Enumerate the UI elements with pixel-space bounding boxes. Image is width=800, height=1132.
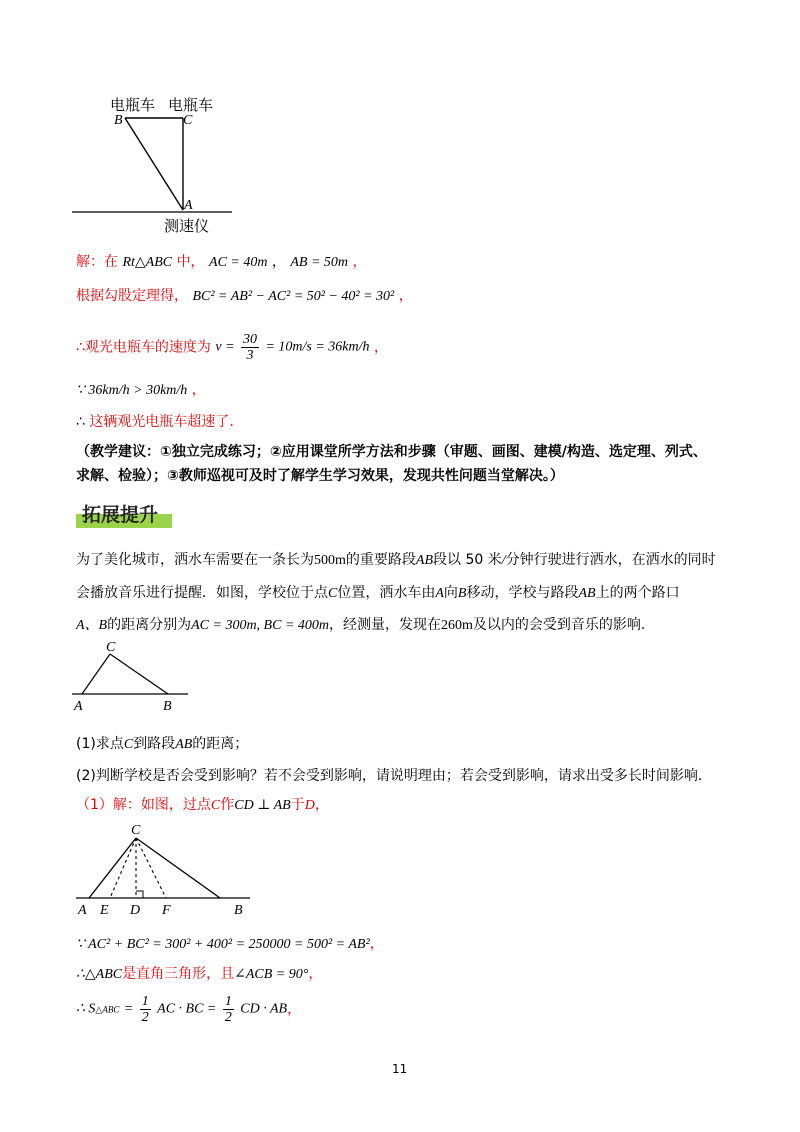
label-bike-left: 电瓶车 xyxy=(110,98,156,114)
pythagoras-text: 根据勾股定理得， xyxy=(76,288,188,304)
section-title xyxy=(76,500,159,530)
point-c: C xyxy=(123,737,134,752)
area-expression: CD · AB xyxy=(240,1001,288,1017)
fraction-denominator: 2 xyxy=(141,1010,149,1025)
calc-line-2 xyxy=(76,964,322,985)
segment-ab: AB xyxy=(175,737,193,752)
problem-text: 移动，学校与路段 xyxy=(466,585,579,601)
problem-text: ，经测量，发现在 xyxy=(329,617,442,633)
point-c-label: C xyxy=(131,823,141,838)
half-fraction-1 xyxy=(140,994,151,1025)
point-a-label: A xyxy=(74,699,83,714)
comparison: ∵ 36km/h > 30km/h xyxy=(76,383,188,398)
calc-line-1 xyxy=(76,934,384,955)
problem-line-1 xyxy=(76,550,716,571)
speed-text: ∴观光电瓶车的速度为 xyxy=(76,339,211,356)
point-d: D xyxy=(304,798,315,813)
problem-text: 位置，洒水车由 xyxy=(337,585,436,601)
point-d-label: D xyxy=(130,903,141,918)
point-f-label: F xyxy=(162,903,171,918)
comma: ， xyxy=(271,254,286,270)
school-road-figure xyxy=(70,636,195,716)
right-angle-mark xyxy=(136,891,143,898)
problem-text: 为了美化城市，洒水车需要在一条长为 xyxy=(76,552,314,568)
angle-acb: ∠ACB = 90° xyxy=(234,967,309,982)
teaching-note-line-2: 求解、检验）；③教师巡视可及时了解学生学习效果，发现共性问题当堂解决。） xyxy=(76,468,564,484)
half-fraction-2 xyxy=(223,994,234,1025)
label-speed-camera: 测速仪 xyxy=(164,219,210,235)
speed-fraction xyxy=(241,332,259,363)
ac-value: AC = 40m xyxy=(209,255,268,270)
segment-ab: AB xyxy=(415,553,433,568)
triangle-name: Rt△ABC xyxy=(122,255,173,270)
problem-text: 上的两个路口 xyxy=(595,585,680,601)
comma: ， xyxy=(352,254,367,270)
solution-line-1 xyxy=(76,252,367,273)
section-title-text: 拓展提升 xyxy=(82,504,159,526)
solution-line-2 xyxy=(76,286,413,307)
teaching-note-line-1: （教学建议：①独立完成练习；②应用课堂所学方法和步骤（审题、画图、建模/构造、选定理、列式、 xyxy=(76,444,707,460)
area-expression: AC · BC = xyxy=(157,1001,217,1017)
question-1 xyxy=(76,734,248,755)
label-bike-right: 电瓶车 xyxy=(168,98,214,114)
solution-line-4 xyxy=(76,380,206,401)
fraction-numerator: 1 xyxy=(224,994,232,1009)
road-length: 500m xyxy=(314,553,346,568)
point-b-label: B xyxy=(114,113,123,128)
problem-text: 分钟行驶进行洒水，在洒水的同时 xyxy=(505,552,716,568)
speed-result: = 10m/s = 36km/h xyxy=(265,339,370,355)
solution-line-5 xyxy=(76,412,234,432)
comma: ， xyxy=(369,936,384,952)
area-symbol: ∴ S xyxy=(76,1001,96,1017)
answer-text: 作 xyxy=(220,797,235,813)
problem-text: 向 xyxy=(443,585,458,601)
solution-mid: 中， xyxy=(176,254,205,270)
point-c: C xyxy=(328,586,338,601)
problem-text: 的距离分别为 xyxy=(107,617,192,633)
question-text: 到路段 xyxy=(133,736,176,752)
distances: AC = 300m, BC = 400m xyxy=(191,618,330,633)
fraction-denominator: 3 xyxy=(246,348,254,363)
teaching-note xyxy=(76,440,707,488)
answer-line-1 xyxy=(76,795,329,816)
point-a: A xyxy=(435,586,444,601)
comma: ， xyxy=(373,339,388,356)
point-c-label: C xyxy=(106,640,116,655)
problem-text: 及以内的会受到音乐的影响. xyxy=(472,617,646,633)
segment-ba xyxy=(125,118,183,210)
points-ab: A、B xyxy=(76,618,108,633)
fraction-denominator: 2 xyxy=(224,1010,232,1025)
segment-ca xyxy=(82,654,110,694)
point-b: B xyxy=(457,586,467,601)
pythagoras-equation: BC² = AB² − AC² = 50² − 40² = 30² xyxy=(192,289,395,304)
segment-cb xyxy=(110,654,168,694)
point-c: C xyxy=(210,798,221,813)
equals: = xyxy=(123,1001,134,1017)
answer-text: 于 xyxy=(290,797,305,813)
right-triangle-text: 是直角三角形，且 xyxy=(122,966,235,982)
range-value: 260m xyxy=(441,618,473,633)
comma: ， xyxy=(287,1001,302,1018)
answer-text: ， xyxy=(314,797,329,813)
point-a-label: A xyxy=(184,198,193,213)
problem-line-3 xyxy=(76,615,645,636)
answer-text: （1）解：如图，过点 xyxy=(76,797,211,813)
segment-ca xyxy=(89,838,136,898)
therefore-symbol: ∴ xyxy=(76,414,85,430)
calc-line-3 xyxy=(76,994,301,1034)
fraction-numerator: 30 xyxy=(243,332,257,347)
area-subscript: △ABC xyxy=(95,1004,120,1015)
speed-camera-figure xyxy=(70,92,240,242)
question-text: (1)求点 xyxy=(76,736,124,752)
solution-prefix: 解：在 xyxy=(76,254,118,270)
comma: ， xyxy=(398,288,413,304)
comma: ， xyxy=(308,966,323,982)
point-c-label: C xyxy=(183,113,193,128)
point-b-label: B xyxy=(234,903,243,918)
question-text: 的距离； xyxy=(192,736,249,752)
segment-cf xyxy=(136,838,166,898)
segment-cb xyxy=(136,838,220,898)
solution-line-3 xyxy=(76,332,388,372)
problem-text: 段以 50 米 xyxy=(433,552,502,568)
problem-line-2 xyxy=(76,583,680,604)
point-e-label: E xyxy=(100,903,109,918)
ab-value: AB = 50m xyxy=(290,255,349,270)
question-2: (2)判断学校是否会受到影响？若不会受到影响，请说明理由；若会受到影响，请求出受多长时间影响． xyxy=(76,768,712,784)
segment-ab: AB xyxy=(578,586,596,601)
speed-var: v = xyxy=(215,339,235,355)
triangle-abc: ∴△ABC xyxy=(76,967,123,982)
problem-text: 会播放音乐进行提醒．如图，学校位于点 xyxy=(76,585,328,601)
comma: ， xyxy=(191,382,206,398)
perpendicular-figure xyxy=(70,818,260,918)
page-number: 11 xyxy=(392,1062,408,1076)
slash: / xyxy=(501,553,506,568)
perpendicular: CD ⊥ AB xyxy=(234,798,291,813)
fraction-numerator: 1 xyxy=(141,994,149,1009)
conclusion: 这辆观光电瓶车超速了. xyxy=(89,414,234,430)
point-b-label: B xyxy=(163,699,172,714)
segment-ce xyxy=(110,838,136,898)
pythagoras-check: ∵ AC² + BC² = 300² + 400² = 250000 = 500² = AB² xyxy=(76,937,370,952)
point-a-label: A xyxy=(78,903,87,918)
problem-text: 的重要路段 xyxy=(345,552,416,568)
